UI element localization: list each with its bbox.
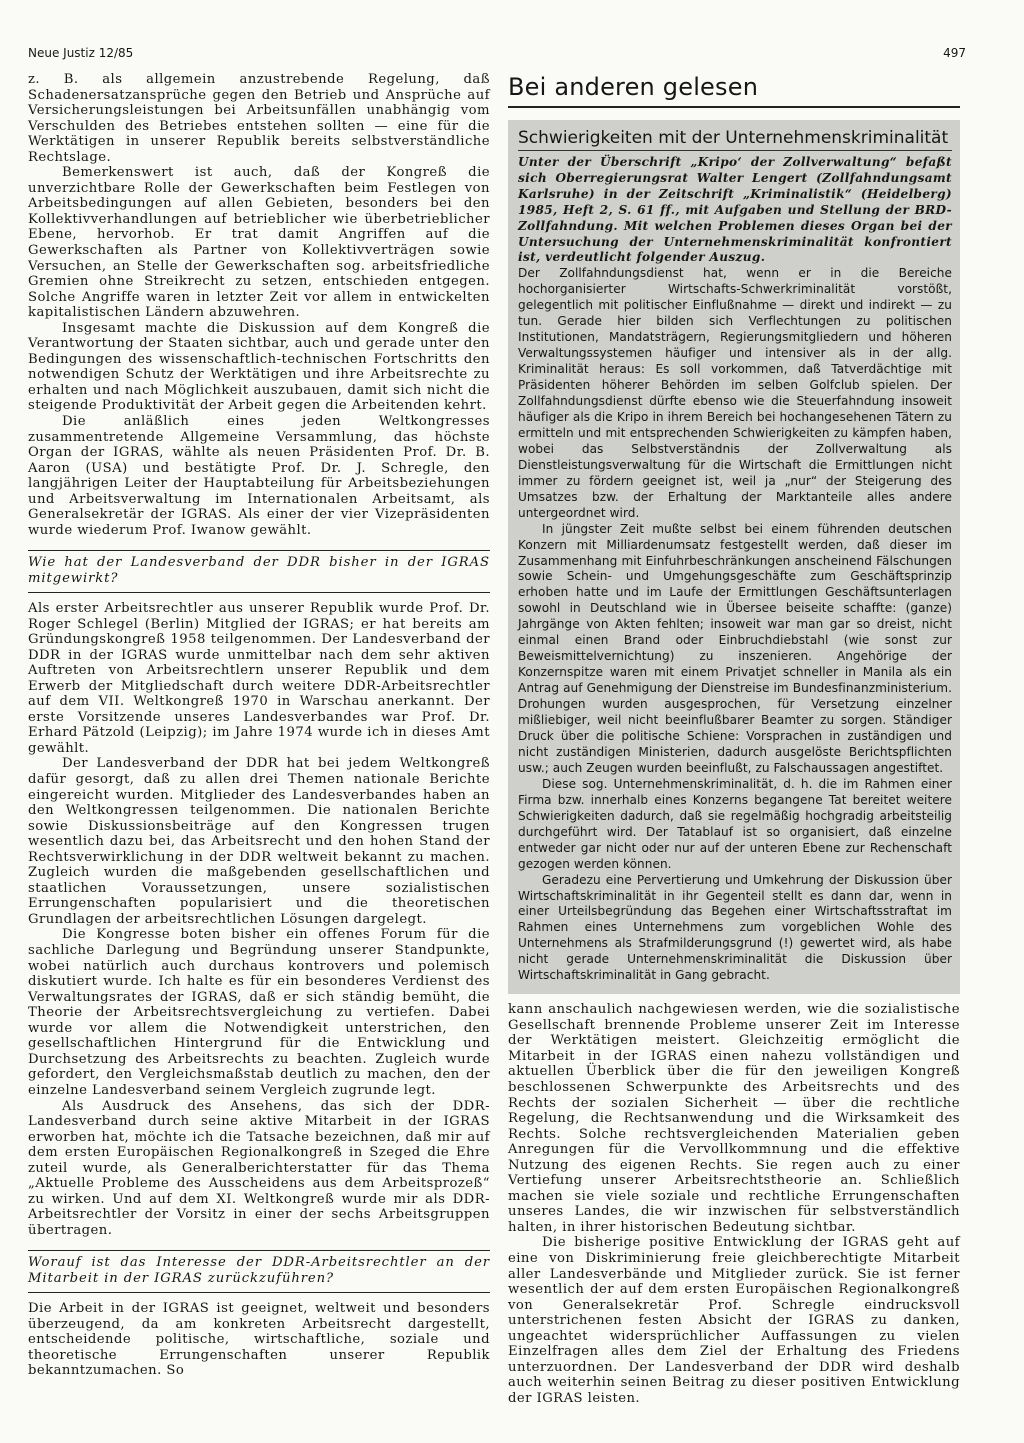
journal-issue: Neue Justiz 12/85 [28,46,134,60]
page-header [28,46,966,68]
paragraph: Geradezu eine Pervertierung und Umkehrung der Diskussion über Wirtschaftskriminalität in ihr Gegenteil stellt es dann dar, wenn in einer Urteilsbegründung das Begehen einer Wirtschaftsstraftat im Rahmen eines Unternehmens zum vorgeblichen Wohle des Unternehmens als Strafmilderungsgrund (!) gewertet wird, als habe nicht gerade Unternehmenskriminalität die Diskussion über Wirtschaftskriminalität in Gang gebracht. [518,872,952,983]
section-title: Bei anderen gelesen [508,72,960,108]
excerpt-title: Schwierigkeiten mit der Unternehmenskriminalität [518,126,952,151]
excerpt-box [508,120,960,994]
interview-question-2: Worauf ist das Interesse der DDR-Arbeitsrechtler an der Mitarbeit in der IGRAS zurückzuführen? [28,1250,490,1293]
paragraph: Als Ausdruck des Ansehens, das sich der DDR-Landesverband durch seine aktive Mitarbeit in der IGRAS erworben hat, möchte ich die Tatsache bezeichnen, daß mir auf dem ersten Europäischen Regionalkongreß in Szeged die Ehre zuteil wurde, als Generalberichterstatter für das Thema „Aktuelle Probleme des Ausscheidens aus dem Arbeitsprozeß“ zu wirken. Und auf dem XI. Weltkongreß wurde mir als DDR-Arbeitsrechtler der Vorsitz in einer der sechs Arbeitsgruppen übertragen. [28,1098,490,1238]
paragraph: Die anläßlich eines jeden Weltkongresses zusammentretende Allgemeine Versammlung, das höchste Organ der IGRAS, wählte als neuen Präsidenten Prof. Dr. B. Aaron (USA) und bestätigte Prof. Dr. J. Schregle, den langjährigen Leiter der Hauptabteilung für Arbeitsbeziehungen und Arbeitsverwaltung im Internationalen Arbeitsamt, als Generalsekretär der IGRAS. Als einer der vier Vizepräsidenten wurde wiederum Prof. Iwanow gewählt. [28,414,490,538]
excerpt-intro: Unter der Überschrift „Kripo‘ der Zollverwaltung“ befaßt sich Oberregierungsrat Walter Lengert (Zollfahndungsamt Karlsruhe) in der Zeitschrift „Kriminalistik“ (Heidelberg) 1985, Heft 2, S. 61 ff., mit Aufgaben und Stellung der BRD-Zollfahndung. Mit welchen Problemen dieses Organ bei der Untersuchung der Unternehmenskriminalität konfrontiert ist, verdeutlicht folgender Auszug. [518,155,952,265]
paragraph: Der Zollfahndungsdienst hat, wenn er in die Bereiche hochorganisierter Wirtschafts-Schwerkriminalität vorstößt, gelegentlich mit politischer Einflußnahme — direkt und indirekt — zu tun. Gerade hier bilden sich Verflechtungen zu politischen Institutionen, Mandatsträgern, Regierungsmitgliedern und höheren Verwaltungssystemen häufiger und intensiver als in der allg. Kriminalität heraus: Es soll vorkommen, daß Tatverdächtige mit Präsidenten höherer Behörden im selben Golfclub spielen. Der Zollfahndungsdienst dürfte ebenso wie die Steuerfahndung insoweit häufiger als die Kripo in ihrem Bereich bei hochangesehenen Tätern zu ermitteln und mit entsprechenden Schwierigkeiten zu kämpfen haben, wobei das Selbstverständnis der Zollverwaltung als Dienstleistungsverwaltung für die Wirtschaft die Ermittlungen nicht immer zu fördern geeignet ist, weil ja „nur“ der Steigerung des Umsatzes bzw. der Erhaltung der Marktanteile alles andere untergeordnet wird. [518,266,952,520]
paragraph: Bemerkenswert ist auch, daß der Kongreß die unverzichtbare Rolle der Gewerkschaften beim Festlegen von Arbeitsbedingungen auf allen Gebieten, besonders bei den Kollektivverhandlungen auf betrieblicher wie überbetrieblicher Ebene, hervorhob. Er trat damit Angriffen auf die Gewerkschaften als Partner von Kollektivverträgen sowie Versuchen, an Stelle der Gewerkschaften sog. arbeitsfriedliche Gremien ohne Streikrecht zu setzen, entschieden entgegen. Solche Angriffe waren in letzter Zeit vor allem in entwickelten kapitalistischen Ländern abzuwehren. [28,165,490,321]
left-text-block-1 [28,72,490,538]
interview-question-1: Wie hat der Landesverband der DDR bisher in der IGRAS mitgewirkt? [28,550,490,593]
left-text-block-2 [28,601,490,1238]
paragraph: Als erster Arbeitsrechtler aus unserer Republik wurde Prof. Dr. Roger Schlegel (Berlin) Mitglied der IGRAS; er hat bereits am Gründungskongreß 1958 teilgenommen. Der Landesverband der DDR in der IGRAS wurde unmittelbar nach dem sehr aktiven Auftreten von Arbeitsrechtlern unserer Republik und dem Erwerb der Mitgliedschaft durch weitere DDR-Arbeitsrechtler auf dem VII. Weltkongreß 1970 in Warschau anerkannt. Der erste Vorsitzende unseres Landesverbandes war Prof. Dr. Erhard Pätzold (Leipzig); im Jahre 1974 wurde ich in dieses Amt gewählt. [28,601,490,756]
excerpt-body [518,266,952,984]
right-column [508,72,960,1406]
paragraph: In jüngster Zeit mußte selbst bei einem führenden deutschen Konzern mit Milliardenumsatz festgestellt werden, daß dieser im Zusammenhang mit Einfuhrbeschränkungen anscheinend Fälschungen sowie Schein- und Umgehungsgeschäfte zum Geschäftsprinzip erhoben hatte und im Laufe der Ermittlungen Geschäftsunterlagen sowohl in Deutschland wie in Übersee beiseite schaffte: (ganze) Jahrgänge von Akten fehlten; insoweit war man gar so dreist, nicht einmal einen Brand oder Einbruchdiebstahl (wie sonst zur Beweismittelvernichtung) zu inszenieren. Angehörige der Konzernspitze waren mit einem Privatjet schneller in Manila als ein Antrag auf Genehmigung der Dienstreise im Bundesfinanzministerium. Drohungen wurden ausgesprochen, für Versetzung einzelner mißliebiger, weil nicht beeinflußbarer Beamter zu sorgen. Ständiger Druck über die politische Schiene: Vorsprachen in zuständigen und nicht zuständigen Ministerien, dadurch ausgelöste Berichtspflichten usw.; auch Zeugen wurden beeinflußt, zu Falschaussagen angestiftet. [518,521,952,775]
paragraph: Die Arbeit in der IGRAS ist geeignet, weltweit und besonders überzeugend, da am konkreten Arbeitsrecht dargestellt, entscheidende politische, wirtschaftliche, soziale und theoretische Errungenschaften unserer Republik bekanntzumachen. So [28,1301,490,1379]
left-column [28,72,490,1379]
paragraph: Diese sog. Unternehmenskriminalität, d. h. die im Rahmen einer Firma bzw. innerhalb eines Konzerns begangene Tat bereitet weitere Schwierigkeiten dadurch, daß sie regelmäßig hochgradig arbeitsteilig durchgeführt wird. Der Tatablauf ist so organisiert, daß einzelne entweder gar nicht oder nur auf der unteren Ebene zur Rechenschaft gezogen werden können. [518,776,952,871]
paragraph: Der Landesverband der DDR hat bei jedem Weltkongreß dafür gesorgt, daß zu allen drei Themen nationale Berichte eingereicht wurden. Mitglieder des Landesverbandes haben an den Weltkongressen teilgenommen. Die nationalen Berichte sowie Diskussionsbeiträge auf den Kongressen trugen wesentlich dazu bei, das Arbeitsrecht und den hohen Stand der Rechtsverwirklichung in der DDR weltweit bekannt zu machen. Zugleich wurden die maßgebenden gesellschaftlichen und staatlichen Voraussetzungen, unsere sozialistischen Errungenschaften popularisiert und die theoretischen Grundlagen der arbeitsrechtlichen Lösungen dargelegt. [28,756,490,927]
paragraph: Insgesamt machte die Diskussion auf dem Kongreß die Verantwortung der Staaten sichtbar, auch und gerade unter den Bedingungen des wissenschaftlich-technischen Fortschritts den notwendigen Schutz der Werktätigen und ihre Arbeitsrechte zu erhalten und nach Möglichkeit auszubauen, damit sich nicht die steigende Produktivität der Arbeit gegen die Arbeitenden kehrt. [28,320,490,414]
paragraph: Die bisherige positive Entwicklung der IGRAS geht auf eine von Diskriminierung freie gleichberechtigte Mitarbeit aller Landesverbände und Mitglieder zurück. Sie ist ferner wesentlich der auf dem ersten Europäischen Regionalkongreß von Generalsekretär Prof. Schregle eindrucksvoll unterstrichenen festen Absicht der IGRAS zu danken, ungeachtet widersprüchlicher Auffassungen zu vielen Einzelfragen alles dem Ziel der Erhaltung des Friedens unterzuordnen. Der Landesverband der DDR wird deshalb auch weiterhin seinen Beitrag zu dieser positiven Entwicklung der IGRAS leisten. [508,1235,960,1406]
left-text-block-3 [28,1301,490,1379]
page-number: 497 [943,46,966,60]
paragraph: kann anschaulich nachgewiesen werden, wie die sozialistische Gesellschaft brennende Probleme unserer Zeit im Interesse der Werktätigen meistert. Gleichzeitig ermöglicht die Mitarbeit in der IGRAS einen nahezu vollständigen und aktuellen Überblick über die für den jeweiligen Kongreß beschlossenen Schwerpunkte des Arbeitsrechts und des Rechts der sozialen Sicherheit — über die rechtliche Regelung, die Rechtsanwendung und die Wirksamkeit des Rechts. Solche rechtsvergleichenden Materialien geben Anregungen für die Vervollkommnung und die effektive Nutzung des eigenen Rechts. Sie regen auch zu einer Vertiefung unserer Arbeitsrechtstheorie an. Schließlich machen sie viele soziale und rechtliche Errungenschaften unseres Landes, die wir inzwischen für selbstverständlich halten, in ihrer historischen Bedeutung sichtbar. [508,1002,960,1235]
paragraph: Die Kongresse boten bisher ein offenes Forum für die sachliche Darlegung und Begründung unserer Standpunkte, wobei natürlich auch durchaus kontrovers und polemisch diskutiert wurde. Ich halte es für ein besonderes Verdienst des Verwaltungsrates der IGRAS, daß er sich ständig bemüht, die Theorie der Arbeitsrechtsvergleichung zu vertiefen. Dabei wurde vor allem die Notwendigkeit unterstrichen, den gesellschaftlichen Hintergrund für die Entwicklung und Durchsetzung des Arbeitsrechts zu beachten. Zugleich wurde gefordert, den Vergleichsmaßstab deutlich zu machen, den der einzelne Landesverband seinem Vergleich zugrunde legt. [28,927,490,1098]
paragraph: z. B. als allgemein anzustrebende Regelung, daß Schadenersatzansprüche gegen den Betrieb und Ansprüche auf Versicherungsleistungen bei Arbeitsunfällen unabhängig vom Verschulden des Betriebes entstehen sollten — eine für die Werktätigen in unserer Republik bereits selbstverständliche Rechtslage. [28,72,490,165]
right-text-block [508,1002,960,1406]
